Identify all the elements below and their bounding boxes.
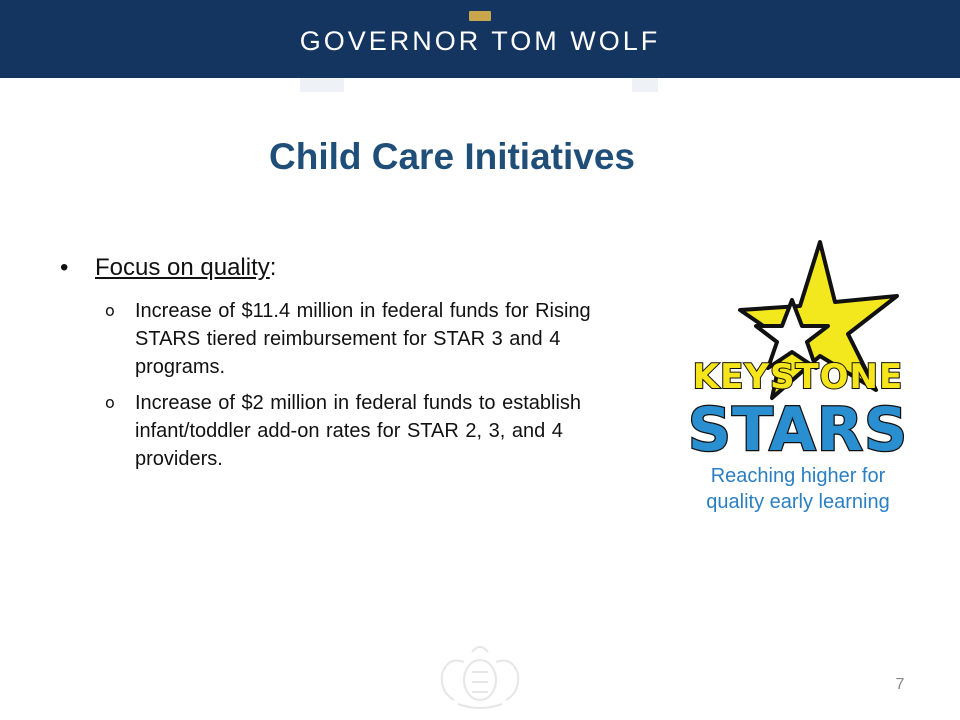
logo-tagline-1: Reaching higher for [710,465,886,487]
slide-content [60,251,635,481]
pennsylvania-seal-icon [432,640,528,712]
main-bullet-suffix: : [269,254,277,281]
sub-bullet-marker: o [105,393,115,412]
sub-bullet-list [60,297,635,473]
main-bullet [60,251,635,285]
logo-tagline-2: quality early learning [706,491,890,513]
header-bar [0,0,960,78]
header-shadow-left [300,78,344,92]
logo-stars-text: STARS [687,395,909,465]
sub-bullet-marker: o [105,301,115,320]
logo-keystone-text: KEYSTONE [692,357,904,397]
header-title: GOVERNOR TOM WOLF [299,26,661,56]
main-bullet-label: Focus on quality [95,254,270,281]
sub-bullet-text: Increase of $11.4 million in federal funds for Rising STARS tiered reimbursement for STAR 3 and 4 programs. [135,300,591,378]
page-title: Child Care Initiatives [269,136,635,177]
keystone-stars-logo [668,238,928,518]
header-accent-mark [469,11,491,21]
sub-bullet-text: Increase of $2 million in federal funds to establish infant/toddler add-on rates for STAR 2, 3, and 4 providers. [135,392,582,470]
page-number: 7 [895,676,905,693]
sub-bullet [60,297,635,381]
keystone-stars-logo-graphic [668,238,928,518]
bullet-dot: • [60,254,69,281]
header-shadow-right [632,78,658,92]
sub-bullet [60,389,635,473]
